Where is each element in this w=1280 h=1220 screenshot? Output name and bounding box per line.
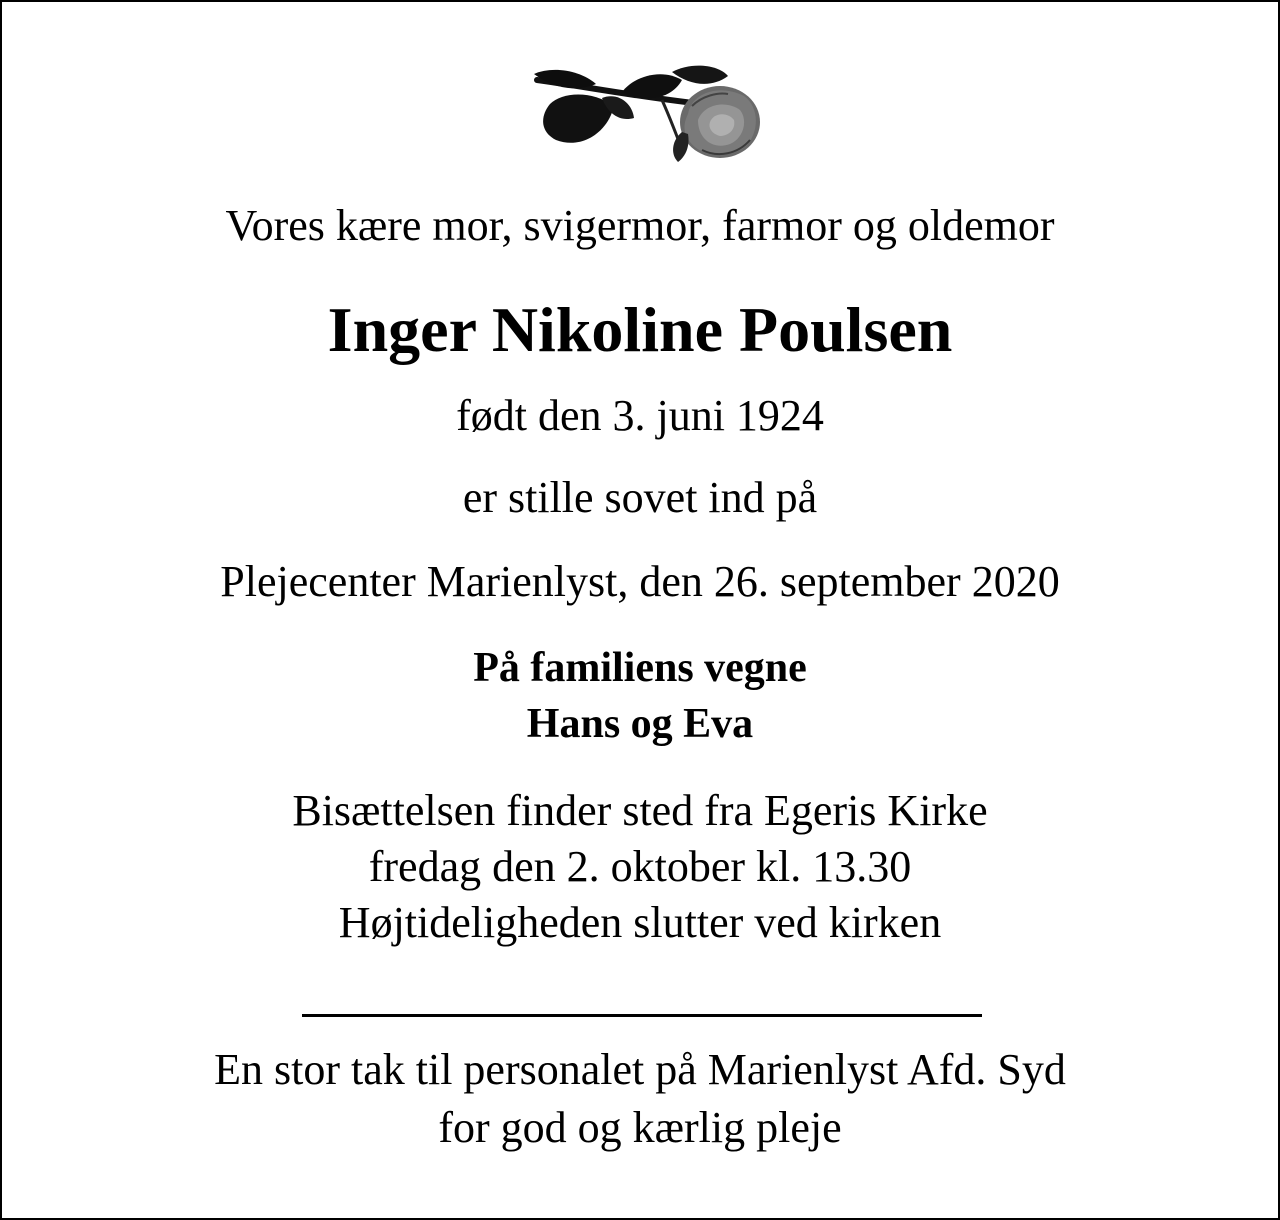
rose-icon — [522, 62, 772, 172]
thanks-line-2: for god og kærlig pleje — [438, 1103, 842, 1152]
family-line-2: Hans og Eva — [526, 701, 754, 747]
family-line-1: På familiens vegne — [473, 645, 807, 691]
funeral-line-1: Bisættelsen finder sted fra Egeris Kirke — [292, 786, 988, 835]
divider-line — [302, 1014, 982, 1017]
deceased-name: Inger Nikoline Poulsen — [327, 294, 953, 365]
place-and-date: Plejecenter Marienlyst, den 26. september 2020 — [220, 557, 1060, 606]
funeral-line-2: fredag den 2. oktober kl. 13.30 — [368, 842, 912, 891]
passed-text: er stille sovet ind på — [462, 473, 818, 522]
thanks-line-1: En stor tak til personalet på Marienlyst Afd. Syd — [214, 1045, 1066, 1094]
intro-text: Vores kære mor, svigermor, farmor og oldemor — [225, 201, 1055, 250]
funeral-line-3: Højtideligheden slutter ved kirken — [338, 898, 942, 947]
birth-date: født den 3. juni 1924 — [456, 391, 824, 440]
